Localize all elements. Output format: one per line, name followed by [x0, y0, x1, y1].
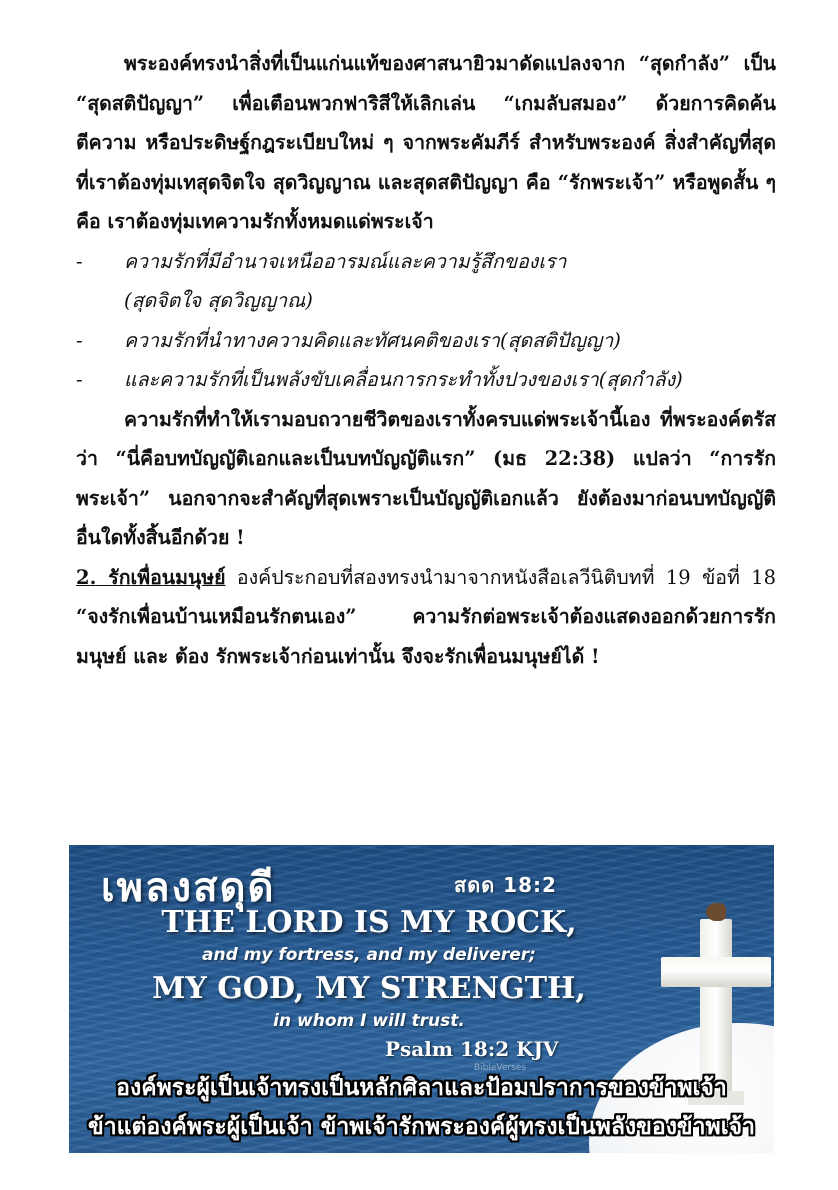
bullet-dash: - [76, 328, 83, 352]
verse-line-1: THE LORD IS MY ROCK, [161, 905, 577, 940]
banner-thai-reference: สดด 18:2 [454, 873, 557, 897]
paragraph-first-commandment: ความรักที่ทำให้เรามอบถวายชีวิตของเราทั้งครบแด่พระเจ้านี้เอง ที่พระองค์ตรัสว่า “นี่คือบทบัญญัติเอกและเป็นบทบัญญัติแรก” (มธ 22:38) แปลว่า “การรักพระเจ้า” นอกจากจะสำคัญที่สุดเพราะเป็นบัญญัติเอกแล้ว ยังต้องมาก่อนบทบัญญัติอื่นใดทั้งสิ้นอีกด้วย ! [76, 407, 776, 549]
verse-reference: Psalm 18:2 KJV [385, 1037, 559, 1061]
banner-thai-caption-2: ข้าแต่องค์พระผู้เป็นเจ้า ข้าพเจ้ารักพระองค์ผู้ทรงเป็นพลังของข้าพเจ้า [88, 1113, 755, 1140]
banner-thai-caption-1: องค์พระผู้เป็นเจ้าทรงเป็นหลักศิลาและป้อมปราการของข้าพเจ้า [116, 1074, 727, 1101]
document-body [76, 44, 776, 676]
bullet-item [76, 321, 776, 361]
bullet-dash: - [76, 249, 83, 273]
banner-thai-title: เพลงสดุดี [101, 865, 276, 911]
section-quote: “จงรักเพื่อนบ้านเหมือนรักตนเอง” ความรักต่อพระเจ้าต้องแสดงออกด้วยการรักมนุษย์ และ ต้อง รักพระเจ้าก่อนเท่านั้น จึงจะรักเพื่อนมนุษย์ได้ ! [76, 605, 776, 668]
verse-line-3: MY GOD, MY STRENGTH, [152, 971, 586, 1006]
paragraph-intro: พระองค์ทรงนำสิ่งที่เป็นแก่นแท้ของศาสนายิวมาดัดแปลงจาก “สุดกำลัง” เป็น “สุดสติปัญญา” เพื่อเตือนพวกฟาริสีให้เลิกเล่น “เกมลับสมอง” ด้วยการคิดค้น ตีความ หรือประดิษฐ์กฎระเบียบใหม่ ๆ จากพระคัมภีร์ สำหรับพระองค์ สิ่งสำคัญที่สุดที่เราต้องทุ่มเทสุดจิตใจ สุดวิญญาณ และสุดสติปัญญา คือ “รักพระเจ้า” หรือพูดสั้น ๆ คือ เราต้องทุ่มเทความรักทั้งหมดแด่พระเจ้า [76, 52, 776, 233]
section-heading: 2. รักเพื่อนมนุษย์ [76, 565, 226, 589]
section-lead: องค์ประกอบที่สองทรงนำมาจากหนังสือเลวีนิติบทที่ 19 ข้อที่ 18 [225, 565, 776, 589]
psalm-banner-image [69, 845, 774, 1153]
bullet-item [76, 360, 776, 400]
verse-line-4: in whom I will trust. [273, 1011, 465, 1031]
watermark: BibleVerses [474, 1063, 527, 1073]
bullet-item [76, 242, 776, 321]
bullet-subtext: (สุดจิตใจ สุดวิญญาณ) [124, 289, 313, 312]
bullet-text: ความรักที่นำทางความคิดและทัศนคติของเรา(สุดสติปัญญา) [124, 328, 621, 352]
verse-line-2: and my fortress, and my deliverer; [202, 945, 536, 965]
cross-arm [661, 957, 771, 987]
bullet-dash: - [76, 368, 83, 391]
paragraph-love-neighbor [76, 558, 776, 677]
bullet-list [76, 242, 776, 400]
bullet-text: ความรักที่มีอำนาจเหนืออารมณ์และความรู้สึกของเรา [124, 249, 567, 273]
bullet-text: และความรักที่เป็นพลังขับเคลื่อนการกระทำทั้งปวงของเรา(สุดกำลัง) [124, 368, 683, 391]
bird-icon [706, 903, 726, 921]
